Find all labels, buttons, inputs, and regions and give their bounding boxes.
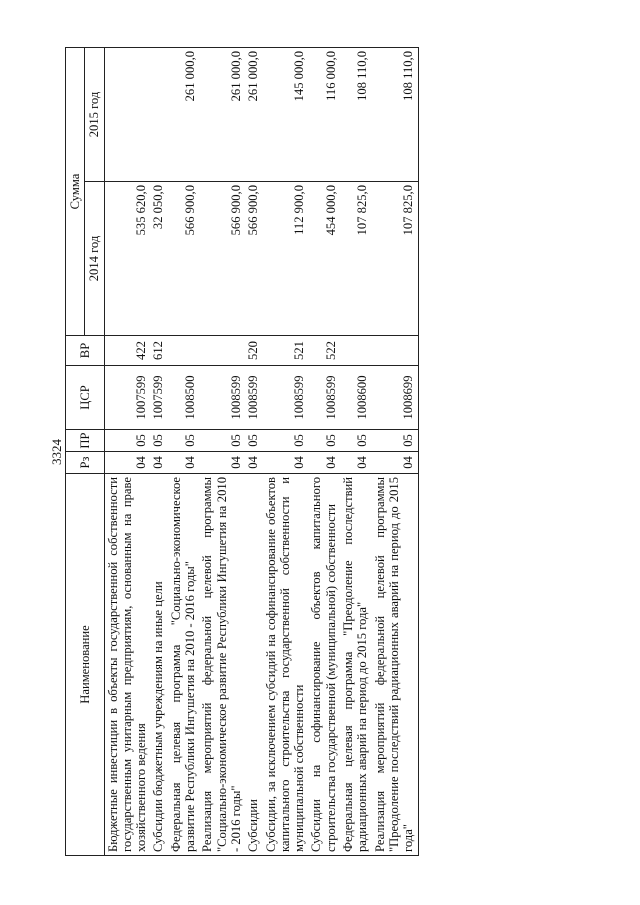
- row-rz: 04: [340, 452, 372, 474]
- header-sum: Сумма: [66, 47, 85, 335]
- row-vr: [199, 336, 245, 366]
- header-2014: 2014 год: [85, 182, 104, 336]
- row-name: Реализация мероприятий федеральной целевой программы "Преодоление последствий радиационных аварий на период до 2015 года": [372, 474, 418, 856]
- page-number: 3324: [49, 439, 64, 465]
- row-rz: 04: [263, 452, 309, 474]
- row-csr: 1008599: [308, 366, 340, 430]
- header-csr: ЦСР: [66, 366, 105, 430]
- row-rz: 04: [104, 452, 150, 474]
- row-vr: 520: [245, 336, 262, 366]
- row-pr: 05: [168, 430, 200, 452]
- row-pr: 05: [263, 430, 309, 452]
- row-vr: 612: [150, 336, 167, 366]
- row-2014: 566 900,0: [199, 182, 245, 336]
- table-row: [308, 47, 340, 855]
- row-2015: 261 000,0: [168, 47, 200, 181]
- row-2015: 116 000,0: [308, 47, 340, 181]
- row-vr: [340, 336, 372, 366]
- row-csr: 1008699: [372, 366, 418, 430]
- row-name: Субсидии на софинансирование объектов капитального строительства государственной (муниципальной) собственности: [308, 474, 340, 856]
- row-2014: 32 050,0: [150, 182, 167, 336]
- row-2015: 145 000,0: [263, 47, 309, 181]
- table-row: [168, 47, 200, 855]
- row-2015: [150, 47, 167, 181]
- row-2015: [104, 47, 150, 181]
- row-pr: 05: [308, 430, 340, 452]
- row-2014: 454 000,0: [308, 182, 340, 336]
- table-row: [372, 47, 418, 855]
- row-rz: 04: [168, 452, 200, 474]
- row-vr: 522: [308, 336, 340, 366]
- row-2015: 261 000,0: [245, 47, 262, 181]
- table-row: [245, 47, 262, 855]
- row-vr: [168, 336, 200, 366]
- rotated-page: [49, 48, 566, 856]
- header-rz: Рз: [66, 452, 105, 474]
- row-pr: 05: [245, 430, 262, 452]
- table-row: [199, 47, 245, 855]
- row-csr: 1007599: [150, 366, 167, 430]
- row-csr: 1008500: [168, 366, 200, 430]
- row-name: Субсидии бюджетным учреждениям на иные цели: [150, 474, 167, 856]
- header-vr: ВР: [66, 336, 105, 366]
- row-rz: 04: [308, 452, 340, 474]
- row-pr: 05: [340, 430, 372, 452]
- header-pr: ПР: [66, 430, 105, 452]
- row-csr: 1007599: [104, 366, 150, 430]
- row-2015: 108 110,0: [372, 47, 418, 181]
- row-csr: 1008599: [245, 366, 262, 430]
- row-csr: 1008599: [199, 366, 245, 430]
- row-name: Федеральная целевая программа "Социально-экономическое развитие Республики Ингушетия на 2010 - 2016 годы": [168, 474, 200, 856]
- row-pr: 05: [104, 430, 150, 452]
- row-name: Бюджетные инвестиции в объекты государственной собственности государственным унитарным предприятиям, основанным на праве хозяйственного ведения: [104, 474, 150, 856]
- header-2015: 2015 год: [85, 47, 104, 181]
- row-name: Федеральная целевая программа "Преодоление последствий радиационных аварий на период до 2015 года": [340, 474, 372, 856]
- row-name: Субсидии: [245, 474, 262, 856]
- row-vr: 422: [104, 336, 150, 366]
- row-vr: [372, 336, 418, 366]
- row-name: Реализация мероприятий федеральной целевой программы "Социально-экономическое развитие Республики Ингушетия на 2010 - 2016 годы": [199, 474, 245, 856]
- row-pr: 05: [372, 430, 418, 452]
- row-2014: 566 900,0: [168, 182, 200, 336]
- row-rz: 04: [372, 452, 418, 474]
- header-name: Наименование: [66, 474, 105, 856]
- row-2015: 108 110,0: [340, 47, 372, 181]
- table-row: [340, 47, 372, 855]
- row-2014: 107 825,0: [340, 182, 372, 336]
- row-2014: 112 900,0: [263, 182, 309, 336]
- row-2014: 535 620,0: [104, 182, 150, 336]
- row-csr: 1008599: [263, 366, 309, 430]
- row-pr: 05: [150, 430, 167, 452]
- row-name: Субсидии, за исключением субсидий на софинансирование объектов капитального строительства государственной собственности и муниципальной собственности: [263, 474, 309, 856]
- row-rz: 04: [199, 452, 245, 474]
- row-pr: 05: [199, 430, 245, 452]
- row-2015: 261 000,0: [199, 47, 245, 181]
- row-2014: 107 825,0: [372, 182, 418, 336]
- row-rz: 04: [245, 452, 262, 474]
- row-vr: 521: [263, 336, 309, 366]
- table-row: [150, 47, 167, 855]
- table-row: [263, 47, 309, 855]
- budget-table: [65, 47, 419, 856]
- row-rz: 04: [150, 452, 167, 474]
- row-csr: 1008600: [340, 366, 372, 430]
- row-2014: 566 900,0: [245, 182, 262, 336]
- table-body: [104, 47, 418, 855]
- table-row: [104, 47, 150, 855]
